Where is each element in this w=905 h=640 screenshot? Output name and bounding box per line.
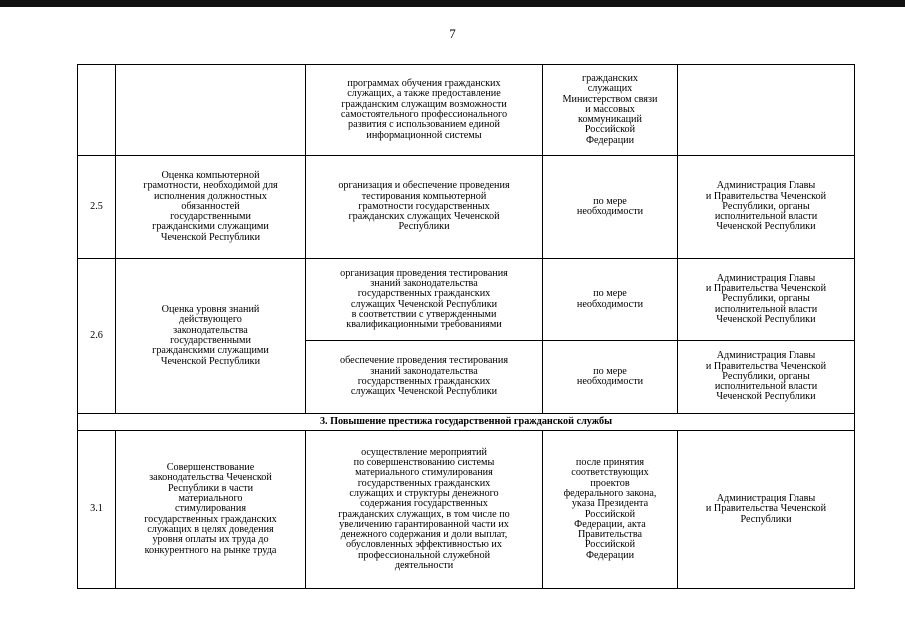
table-row: [78, 259, 855, 341]
row-number: 3.1: [78, 431, 116, 589]
table-row: [78, 431, 855, 589]
page-number: 7: [449, 26, 456, 41]
responsible-body: Администрация Главы и Правительства Чеченской Республики, органы исполнительной власти Чеченской Республики: [678, 156, 855, 259]
activity-action: осуществление мероприятий по совершенствованию системы материального стимулирования государственных гражданских служащих и структуры денежного содержания государственных гражданских служащих, в том числе по увеличению гарантированной части их денежного содержания и доли выплат, обусловленных эффективностью их профессиональной служебной деятельности: [306, 431, 543, 589]
activity-name: Оценка уровня знаний действующего законодательства государственными гражданскими служащими Чеченской Республики: [116, 259, 306, 414]
activity-name: Совершенствование законодательства Чеченской Республики в части материального стимулирования государственных гражданских служащих в целях доведения уровня оплаты их труда до конкурентного на рынке труда: [116, 431, 306, 589]
activity-term: гражданских служащих Министерством связи и массовых коммуникаций Российской Федерации: [543, 65, 678, 156]
activity-term: по мере необходимости: [543, 341, 678, 414]
table-row: [78, 156, 855, 259]
table-row: [78, 65, 855, 156]
activity-term: после принятия соответствующих проектов федерального закона, указа Президента Российской Федерации, акта Правительства Российской Федерации: [543, 431, 678, 589]
section-row: [78, 414, 855, 431]
responsible-body: Администрация Главы и Правительства Чеченской Республики, органы исполнительной власти Чеченской Республики: [678, 259, 855, 341]
activity-action: организация и обеспечение проведения тестирования компьютерной грамотности государственных гражданских служащих Чеченской Республики: [306, 156, 543, 259]
activity-action: организация проведения тестирования знаний законодательства государственных гражданских служащих Чеченской Республики в соответствии с утвержденными квалификационными требованиями: [306, 259, 543, 341]
responsible-body: [678, 65, 855, 156]
section-title: 3. Повышение престижа государственной гражданской службы: [78, 414, 855, 431]
row-number: 2.5: [78, 156, 116, 259]
activity-action: обеспечение проведения тестирования знаний законодательства государственных гражданских служащих Чеченской Республики: [306, 341, 543, 414]
activity-name: [116, 65, 306, 156]
plan-table: [77, 64, 855, 589]
responsible-body: Администрация Главы и Правительства Чеченской Республики, органы исполнительной власти Чеченской Республики: [678, 341, 855, 414]
activity-name: Оценка компьютерной грамотности, необходимой для исполнения должностных обязанностей государственными гражданскими служащими Чеченской Республики: [116, 156, 306, 259]
activity-term: по мере необходимости: [543, 259, 678, 341]
row-number: 2.6: [78, 259, 116, 414]
activity-term: по мере необходимости: [543, 156, 678, 259]
top-edge-bar: [0, 0, 905, 7]
row-number: [78, 65, 116, 156]
activity-action: программах обучения гражданских служащих, а также предоставление гражданским служащим возможности самостоятельного профессионального развития с использованием единой информационной системы: [306, 65, 543, 156]
responsible-body: Администрация Главы и Правительства Чеченской Республики: [678, 431, 855, 589]
